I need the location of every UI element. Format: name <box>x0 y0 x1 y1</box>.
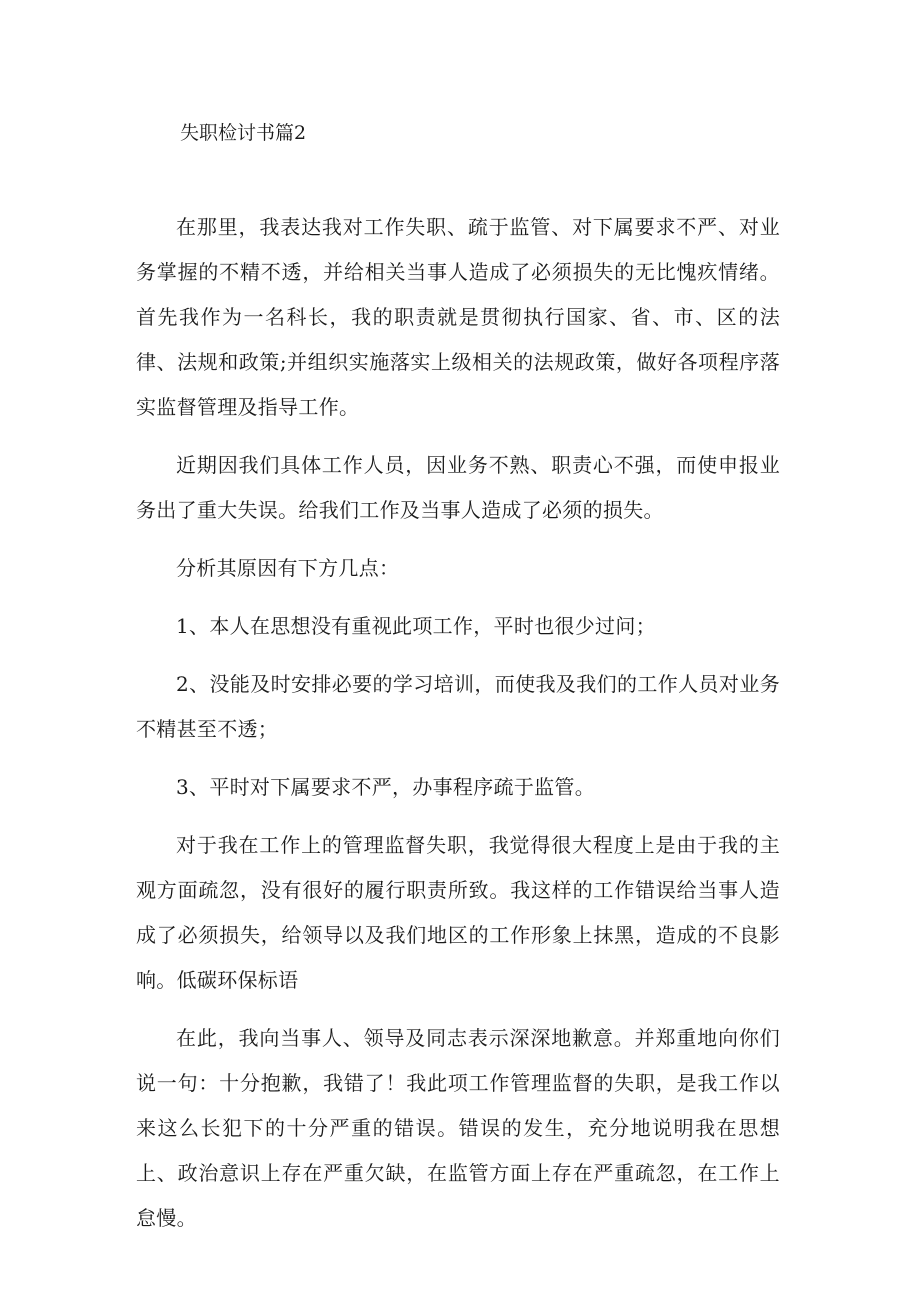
paragraph-reason-2: 2、没能及时安排必要的学习培训，而使我及我们的工作人员对业务不精甚至不透； <box>136 672 780 741</box>
paragraph-reason-3: 3、平时对下属要求不严，办事程序疏于监管。 <box>176 775 596 799</box>
paragraph-apology: 在此，我向当事人、领导及同志表示深深地歉意。并郑重地向你们说一句：十分抱歉，我错了！我此项工作管理监督的失职，是我工作以来这么长犯下的十分严重的错误。错误的发生，充分地说明我在思想上、政治意识上存在严重欠缺，在监管方面上存在严重疏忽，在工作上怠慢。 <box>136 1026 780 1230</box>
document-title: 失职检讨书篇2 <box>180 122 307 144</box>
paragraph-analysis-heading: 分析其原因有下方几点： <box>176 556 400 580</box>
paragraph-recent-error: 近期因我们具体工作人员，因业务不熟、职责心不强，而使申报业务出了重大失误。给我们工作及当事人造成了必须的损失。 <box>136 453 780 522</box>
document-body <box>136 205 780 1254</box>
paragraph-responsibility: 对于我在工作上的管理监督失职，我觉得很大程度上是由于我的主观方面疏忽，没有很好的履行职责所致。我这样的工作错误给当事人造成了必须损失，给领导以及我们地区的工作形象上抹黑，造成的不良影响。低碳环保标语 <box>136 833 780 992</box>
paragraph-intro: 在那里，我表达我对工作失职、疏于监管、对下属要求不严、对业务掌握的不精不透，并给相关当事人造成了必须损失的无比愧疚情绪。首先我作为一名科长，我的职责就是贯彻执行国家、省、市、区的法律、法规和政策;并组织实施落实上级相关的法规政策，做好各项程序落实监督管理及指导工作。 <box>136 215 780 419</box>
paragraph-reason-1: 1、本人在思想没有重视此项工作，平时也很少过问； <box>176 614 656 638</box>
